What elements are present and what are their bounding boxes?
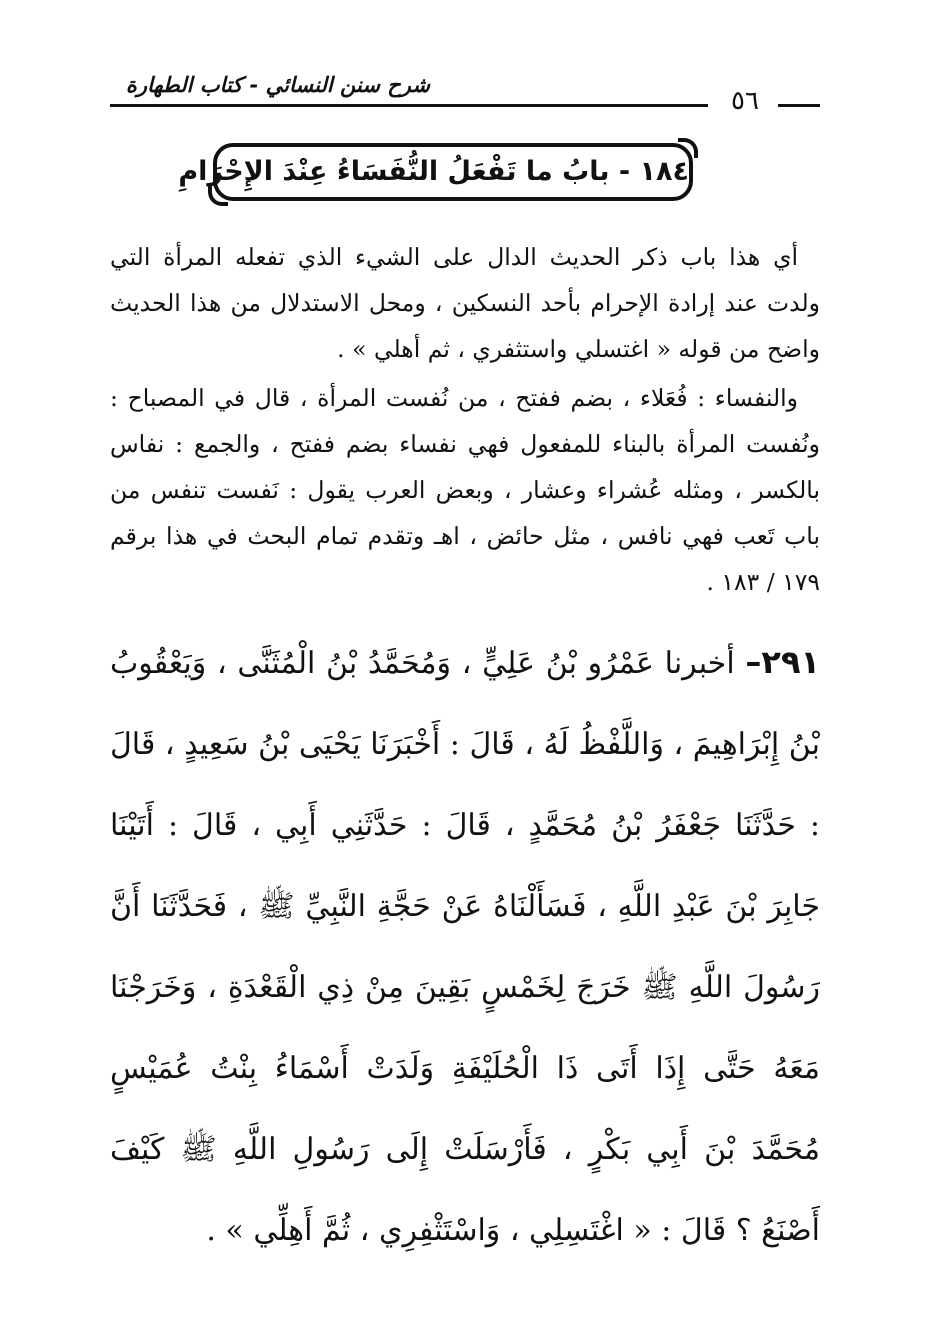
page-number: ٥٦ (731, 86, 759, 116)
hadith-text: أخبرنا عَمْرُو بْنُ عَلِيٍّ ، وَمُحَمَّدُ بْنُ الْمُثَنَّى ، وَيَعْقُوبُ بْنُ إِبْرَاهِيمَ ، وَاللَّفْظُ لَهُ ، قَالَ : أَخْبَرَنَا يَحْيَى بْنُ سَعِيدٍ ، قَالَ : حَدَّثَنَا جَعْفَرُ بْنُ مُحَمَّدٍ ، قَالَ : حَدَّثَنِي أَبِي ، قَالَ : أَتَيْنَا جَابِرَ بْنَ عَبْدِ اللَّهِ ، فَسَأَلْنَاهُ عَنْ حَجَّةِ النَّبِيِّ ﷺ ، فَحَدَّثَنَا أَنَّ رَسُولَ اللَّهِ ﷺ خَرَجَ لِخَمْسٍ بَقِينَ مِنْ ذِي الْقَعْدَةِ ، وَخَرَجْنَا مَعَهُ حَتَّى إِذَا أَتَى ذَا الْحُلَيْفَةِ وَلَدَتْ أَسْمَاءُ بِنْتُ عُمَيْسٍ مُحَمَّدَ بْنَ أَبِي بَكْرٍ ، فَأَرْسَلَتْ إِلَى رَسُولِ اللَّهِ ﷺ كَيْفَ أَصْنَعُ ؟ قَالَ : « اغْتَسِلِي ، وَاسْتَثْفِرِي ، ثُمَّ أَهِلِّي » . (110, 646, 820, 1248)
chapter-title: ١٨٤ - بابُ ما تَفْعَلُ النُّفَسَاءُ عِنْدَ الإِحْرَامِ (178, 156, 689, 187)
commentary-paragraph: أي هذا باب ذكر الحديث الدال على الشيء الذي تفعله المرأة التي ولدت عند إرادة الإحرام بأحد النسكين ، ومحل الاستدلال من هذا الحديث واضح من قوله « اغتسلي واستثفري ، ثم أهلي » . (110, 243, 820, 363)
chapter-title-frame (178, 143, 693, 201)
page-number-rule (778, 104, 820, 107)
hadith-number-separator: – (745, 643, 762, 681)
hadith-text-block (110, 622, 820, 1271)
running-title: شرح سنن النسائي - كتاب الطهارة (125, 73, 430, 97)
commentary-paragraph: والنفساء : فُعَلاء ، بضم ففتح ، من نُفست المرأة ، قال في المصباح : ونُفست المرأة بالبناء للمفعول فهي نفساء بضم ففتح ، والجمع : نفاس بالكسر ، ومثله عُشراء وعشار ، وبعض العرب يقول : نَفست تنفس من باب تَعب فهي نافس ، مثل حائض ، اهـ وتقدم تمام البحث في هذا برقم ١٧٩ / ١٨٣ . (110, 384, 820, 596)
header-rule (110, 104, 708, 107)
hadith-number: ٢٩١ (761, 643, 820, 681)
